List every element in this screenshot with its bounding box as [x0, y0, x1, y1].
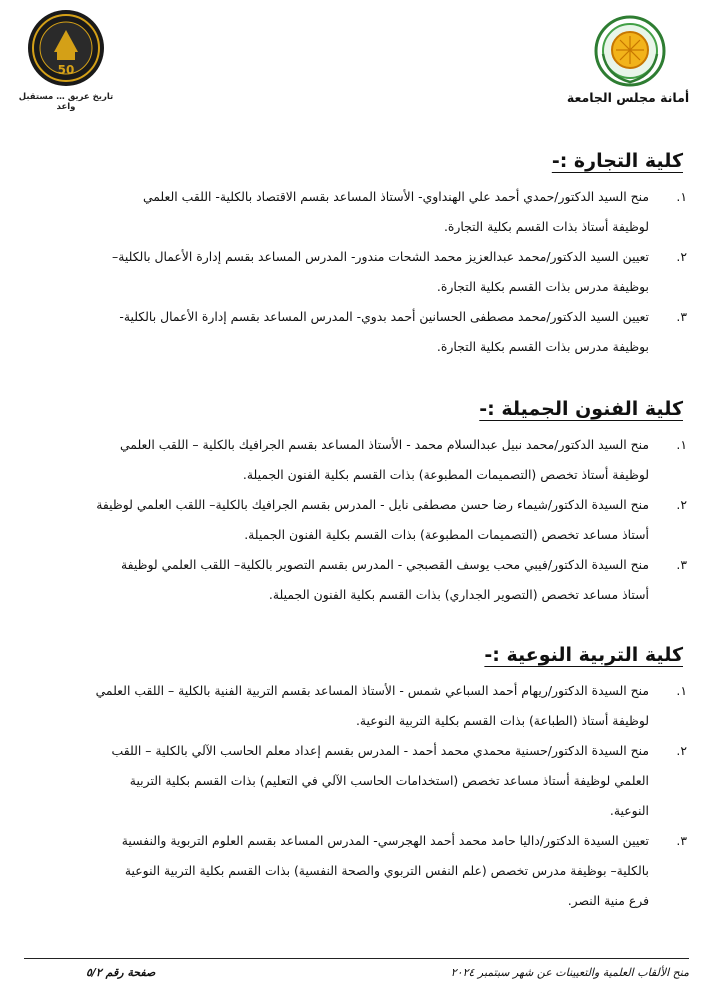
anniversary-caption: تاريخ عريق … مستقبل واعد: [18, 92, 114, 112]
item-line: منح السيد الدكتور/حمدي أحمد علي الهنداوي- الأستاذ المساعد بقسم الاقتصاد بالكلية- اللقب العلمي: [142, 189, 649, 204]
university-seal-icon: [593, 14, 667, 88]
item-number: ١.: [676, 189, 687, 204]
item-line: أستاذ مساعد تخصص (التصميمات المطبوعة) بذات القسم بكلية الفنون الجميلة.: [244, 527, 649, 542]
section-faculty-of-specific-education: [18, 642, 689, 916]
item-number: ١.: [676, 437, 687, 452]
list-item: [18, 550, 689, 610]
item-line: منح السيد الدكتور/محمد نبيل عبدالسلام محمد - الأستاذ المساعد بقسم الجرافيك بالكلية – اللقب العلمي: [119, 437, 649, 452]
item-line: أستاذ مساعد تخصص (التصوير الجداري) بذات القسم بكلية الفنون الجميلة.: [268, 587, 649, 602]
svg-text:50: 50: [57, 63, 75, 77]
item-line: النوعية.: [609, 803, 649, 818]
item-line: العلمي لوظيفة أستاذ مساعد تخصص (استخدامات الحاسب الآلي في التعليم) بذات القسم بكلية التربية: [129, 773, 649, 788]
item-line: منح السيدة الدكتور/حسنية محمدي محمد أحمد - المدرس بقسم إعداد معلم الحاسب الآلي بالكلية – اللقب: [111, 743, 649, 758]
item-line: لوظيفة أستاذ تخصص (التصميمات المطبوعة) بذات القسم بكلية الفنون الجميلة.: [242, 467, 649, 482]
section-faculty-of-commerce: [18, 148, 689, 362]
footer-description: منح الألقاب العلمية والتعيينات عن شهر سبتمبر ٢٠٢٤: [450, 966, 689, 979]
list-item: [18, 676, 689, 736]
item-number: ٢.: [676, 497, 687, 512]
list-item: [18, 242, 689, 302]
item-number: ٣.: [676, 557, 687, 572]
item-line: منح السيدة الدكتور/شيماء رضا حسن مصطفى نايل - المدرس بقسم الجرافيك بالكلية– اللقب العلمي لوظيفة: [96, 497, 649, 512]
item-number: ٣.: [676, 309, 687, 324]
anniversary-50-seal-icon: [26, 8, 106, 88]
item-line: تعيين السيد الدكتور/محمد عبدالعزيز محمد الشحات مندور- المدرس المساعد بقسم إدارة الأعمال بالكلية–: [112, 249, 649, 264]
item-number: ١.: [676, 683, 687, 698]
item-line: تعيين السيد الدكتور/محمد مصطفى الحسانين أحمد بدوي- المدرس المساعد بقسم إدارة الأعمال بالكلية-: [119, 309, 649, 324]
list-item: [18, 490, 689, 550]
item-line: منح السيدة الدكتور/فيبي محب يوسف القصبجي - المدرس بقسم التصوير بالكلية– اللقب العلمي لوظيفة: [120, 557, 649, 572]
list-item: [18, 182, 689, 242]
council-secretariat-label: أمانة مجلس الجامعة: [566, 90, 690, 105]
item-line: بالكلية– بوظيفة مدرس تخصص (علم النفس التربوي والصحة النفسية) بذات القسم بكلية التربية النوعية: [124, 863, 649, 878]
item-line: بوظيفة مدرس بذات القسم بكلية التجارة.: [436, 339, 649, 354]
item-line: بوظيفة مدرس بذات القسم بكلية التجارة.: [436, 279, 649, 294]
section-title: كلية التربية النوعية :-: [484, 644, 683, 666]
list-item: [18, 302, 689, 362]
section-title: كلية التجارة :-: [551, 150, 683, 172]
item-line: تعيين السيدة الدكتور/داليا حامد محمد أحمد الهجرسي- المدرس المساعد بقسم العلوم التربوية والنفسية: [121, 833, 649, 848]
item-line: لوظيفة أستاذ بذات القسم بكلية التجارة.: [443, 219, 649, 234]
list-item: [18, 736, 689, 826]
item-number: ٣.: [676, 833, 687, 848]
footer-divider: [24, 958, 689, 959]
section-title: كلية الفنون الجميلة :-: [479, 398, 683, 420]
page-number: صفحة رقم ٥/٢: [86, 966, 156, 979]
item-line: لوظيفة أستاذ (الطباعة) بذات القسم بكلية التربية النوعية.: [355, 713, 649, 728]
list-item: [18, 826, 689, 916]
list-item: [18, 430, 689, 490]
item-line: فرع منية النصر.: [567, 893, 649, 908]
item-number: ٢.: [676, 249, 687, 264]
item-line: منح السيدة الدكتور/ريهام أحمد السباعي شمس - الأستاذ المساعد بقسم التربية الفنية بالكلية – اللقب العلمي: [95, 683, 649, 698]
section-faculty-of-fine-arts: [18, 396, 689, 610]
item-number: ٢.: [676, 743, 687, 758]
